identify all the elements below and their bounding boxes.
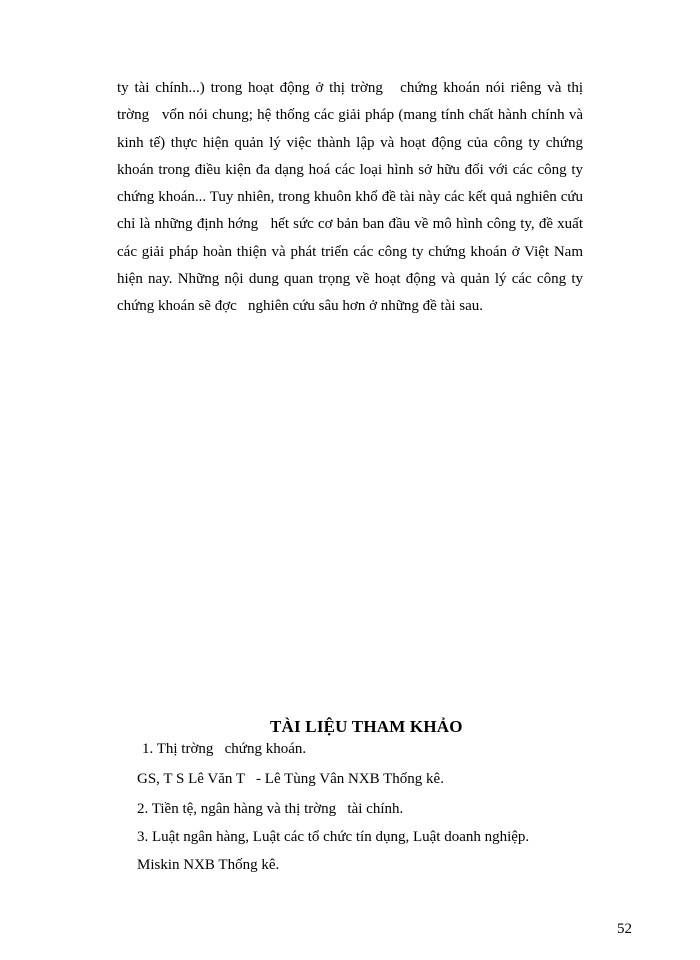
paragraph-line: kinh tế) thực hiện quản lý việc thành lập và hoạt động của công ty chứng bbox=[117, 134, 583, 151]
reference-item: Miskin NXB Thống kê. bbox=[137, 857, 280, 873]
reference-item: 2. Tiền tệ, ngân hàng và thị trờng tài chính. bbox=[137, 801, 404, 817]
reference-item: 3. Luật ngân hàng, Luật các tổ chức tín dụng, Luật doanh nghiệp. bbox=[137, 829, 530, 845]
reference-item: 1. Thị trờng chứng khoán. bbox=[142, 741, 307, 757]
paragraph-line: trờng vốn nói chung; hệ thống các giải pháp (mang tính chất hành chính và bbox=[117, 107, 583, 124]
paragraph-line: hiện nay. Những nội dung quan trọng về hoạt động và quản lý các công ty bbox=[117, 271, 583, 288]
paragraph-line: khoán trong điều kiện đa dạng hoá các loại hình sở hữu đối với các công ty bbox=[117, 161, 583, 178]
paragraph-line: chứng khoán sẽ đợc nghiên cứu sâu hơn ở những đề tài sau. bbox=[117, 298, 484, 315]
paragraph-line: chứng khoán... Tuy nhiên, trong khuôn khổ đề tài này các kết quả nghiên cứu bbox=[117, 189, 583, 206]
paragraph-line: các giải pháp hoàn thiện và phát triển các công ty chứng khoán ở Việt Nam bbox=[117, 243, 583, 260]
paragraph-line: chỉ là những định hớng hết sức cơ bản ban đầu về mô hình công ty, đề xuất bbox=[117, 216, 583, 233]
page-number: 52 bbox=[617, 921, 632, 937]
body-paragraph bbox=[117, 75, 583, 321]
reference-item: GS, T S Lê Văn T - Lê Tùng Vân NXB Thống kê. bbox=[137, 771, 444, 787]
references-heading: TÀI LIỆU THAM KHẢO bbox=[270, 717, 463, 736]
paragraph-line: ty tài chính...) trong hoạt động ở thị trờng chứng khoán nói riêng và thị bbox=[117, 80, 583, 96]
